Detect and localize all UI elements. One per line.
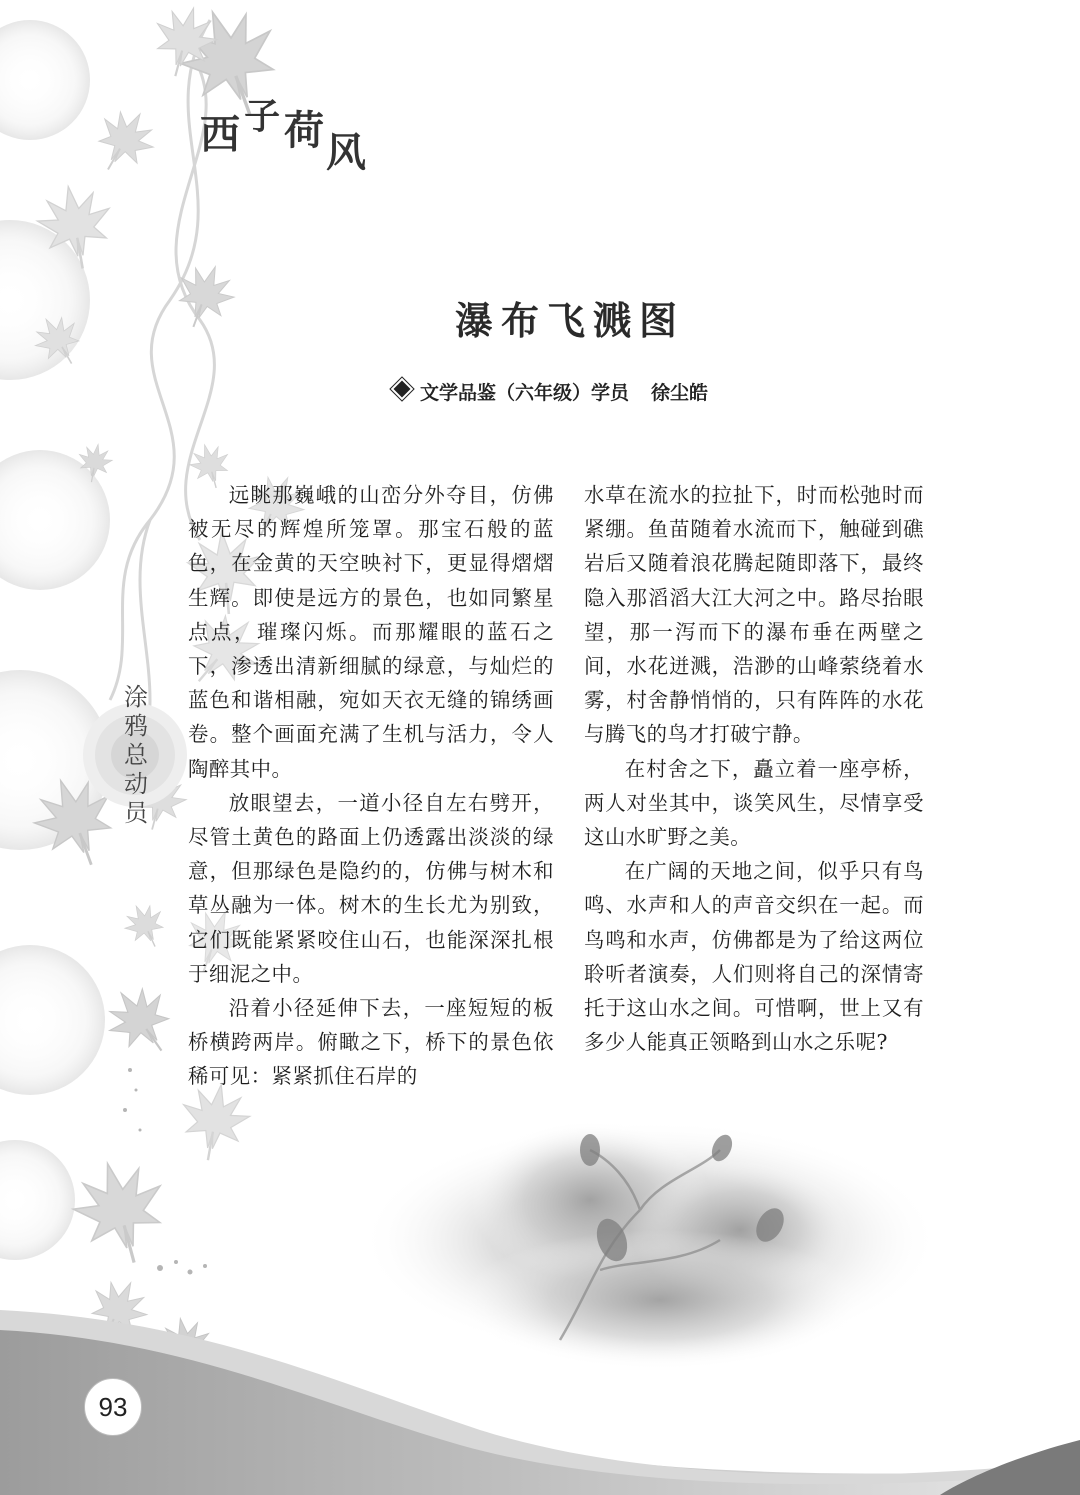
body-paragraph: 放眼望去，一道小径自左右劈开，尽管土黄色的路面上仍透露出淡淡的绿意，但那绿色是隐约的，仿佛与树木和草丛融为一体。树木的生长尤为别致，它们既能紧紧咬住山石，也能深深扎根于细泥之中。 — [188, 790, 554, 986]
diamond-bullet-icon — [391, 378, 414, 401]
section-title-char: 子 — [244, 95, 282, 138]
byline-author: 徐尘皓 — [651, 382, 709, 404]
section-title-char: 荷 — [284, 108, 326, 154]
body-paragraph: 远眺那巍峨的山峦分外夺目，仿佛被无尽的辉煌所笼罩。那宝石般的蓝色，在金黄的天空映衬下，更显得熠熠生辉。即使是远方的景色，也如同繁星点点，璀璨闪烁。而那耀眼的蓝石之下，渗透出清新细腻的绿意，与灿烂的蓝色和谐相融，宛如天衣无缝的锦绣画卷。整个画面充满了生机与活力，令人陶醉其中。 — [188, 483, 554, 781]
body-paragraph: 在广阔的天地之间，似乎只有鸟鸣、水声和人的声音交织在一起。而鸟鸣和水声，仿佛都是为了给这两位聆听者演奏，人们则将自己的深情寄托于这山水之间。可惜啊，世上又有多少人能真正领略到山水之乐呢? — [584, 859, 924, 1055]
body-left-column — [188, 478, 554, 1094]
body-paragraph: 沿着小径延伸下去，一座短短的板桥横跨两岸。俯瞰之下，桥下的景色依稀可见：紧紧抓住石岸的 — [188, 996, 554, 1089]
body-right-column — [584, 478, 924, 1059]
byline — [390, 378, 770, 405]
byline-course: 文学品鉴（六年级）学员 — [420, 382, 630, 404]
body-paragraph-continued: 水草在流水的拉扯下，时而松弛时而紧绷。鱼苗随着水流而下，触碰到礁岩后又随着浪花腾起随即落下，最终隐入那滔滔大江大河之中。路尽抬眼望，那一泻而下的瀑布垂在两壁之间，水花迸溅，浩渺的山峰萦绕着水雾，村舍静悄悄的，只有阵阵的水花与腾飞的鸟才打破宁静。 — [584, 483, 924, 747]
side-label-char: 动 — [124, 770, 148, 798]
side-label-char: 总 — [124, 741, 148, 769]
side-column-label — [116, 683, 156, 828]
magnolia-illustration — [360, 1120, 940, 1370]
body-paragraph: 在村舍之下，矗立着一座亭桥，两人对坐其中，谈笑风生，尽情享受这山水旷野之美。 — [584, 756, 924, 850]
side-label-char: 鸦 — [124, 712, 148, 740]
section-title-char: 西 — [200, 112, 242, 158]
section-title-char: 风 — [326, 130, 368, 176]
side-label-char: 涂 — [124, 683, 148, 711]
page-number: 93 — [84, 1378, 142, 1436]
sparkle-decoration — [123, 1068, 207, 1275]
side-label-char: 员 — [124, 799, 148, 827]
article-title: 瀑布飞溅图 — [454, 299, 685, 343]
section-title — [200, 95, 368, 176]
